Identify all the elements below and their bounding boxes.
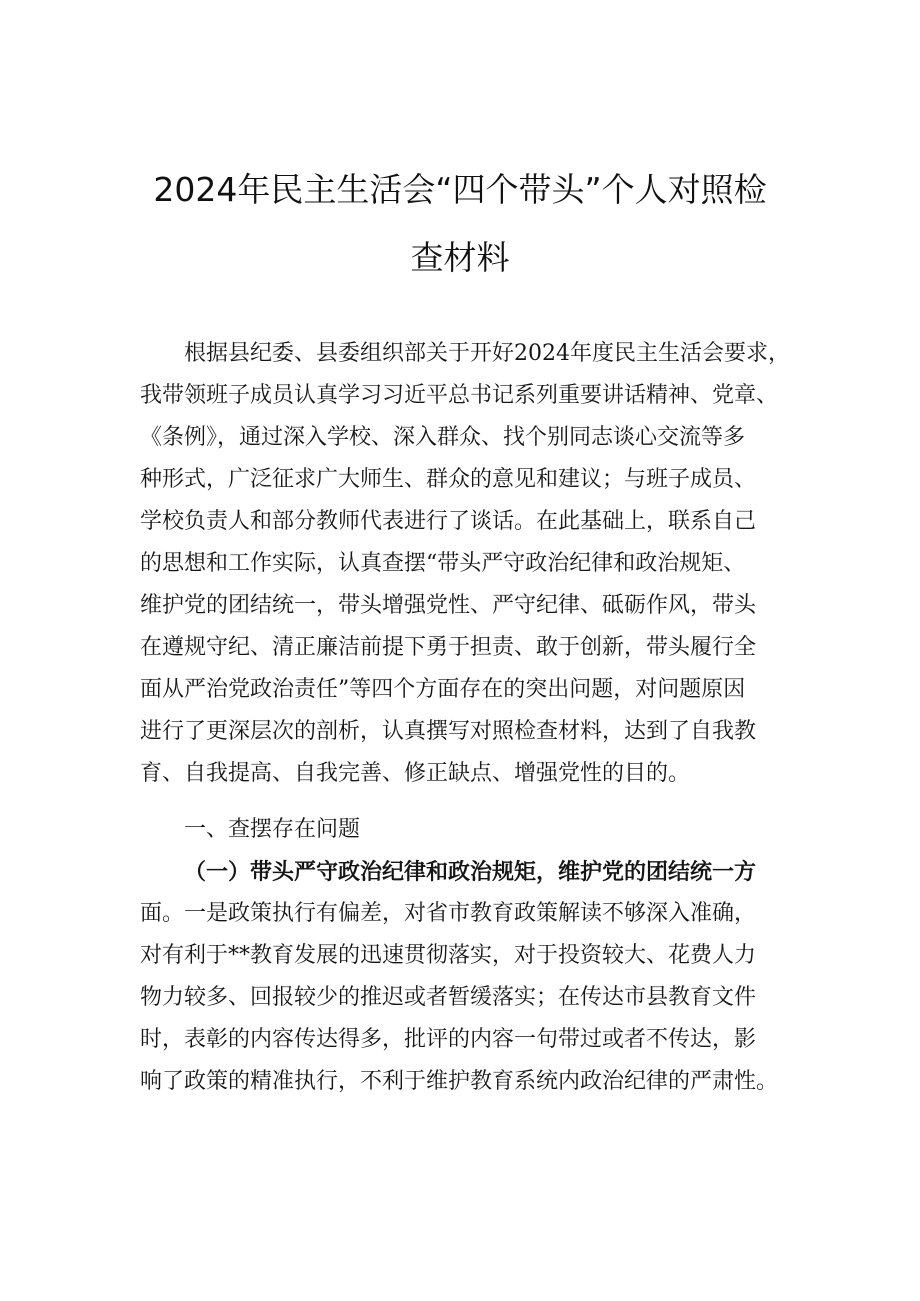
- subsection-line: 物力较多、回报较少的推迟或者暂缓落实；在传达市县教育文件: [140, 985, 757, 1010]
- intro-line: 维护党的团结统一，带头增强党性、严守纪律、砥砺作风，带头: [140, 593, 757, 618]
- intro-line: 我带领班子成员认真学习习近平总书记系列重要讲话精神、党章、: [140, 383, 779, 408]
- subsection-line: 时，表彰的内容传达得多，批评的内容一句带过或者不传达，影: [140, 1027, 757, 1052]
- section-heading: 一、查摆存在问题: [184, 817, 361, 842]
- intro-line: 在遵规守纪、清正廉洁前提下勇于担责、敢于创新，带头履行全: [140, 635, 757, 660]
- intro-line: 面从严治党政治责任”等四个方面存在的突出问题，对问题原因: [140, 677, 746, 702]
- intro-line: 种形式，广泛征求广大师生、群众的意见和建议；与班子成员、: [140, 467, 757, 492]
- subsection-line: （一）带头严守政治纪律和政治规矩，维护党的团结统一方: [184, 859, 757, 885]
- intro-line: 的思想和工作实际，认真查摆“带头严守政治纪律和政治规矩、: [140, 551, 746, 576]
- document-title-line-1: 2024年民主生活会“四个带头”个人对照检: [153, 170, 767, 209]
- intro-line: 学校负责人和部分教师代表进行了谈话。在此基础上，联系自己: [140, 509, 757, 534]
- subsection-line: 响了政策的精准执行，不利于维护教育系统内政治纪律的严肃性。: [140, 1069, 779, 1094]
- intro-line: 进行了更深层次的剖析，认真撰写对照检查材料，达到了自我教: [140, 719, 757, 744]
- intro-line: 育、自我提高、自我完善、修正缺点、增强党性的目的。: [140, 761, 691, 786]
- subsection-line: 面。一是政策执行有偏差，对省市教育政策解读不够深入准确，: [140, 901, 757, 926]
- intro-line: 根据县纪委、县委组织部关于开好2024年度民主生活会要求，: [184, 341, 790, 366]
- document-title-line-2: 查材料: [410, 238, 510, 277]
- subsection-line: 对有利于**教育发展的迅速贯彻落实，对于投资较大、花费人力: [140, 943, 757, 968]
- intro-line: 《条例》，通过深入学校、深入群众、找个别同志谈心交流等多: [140, 425, 746, 450]
